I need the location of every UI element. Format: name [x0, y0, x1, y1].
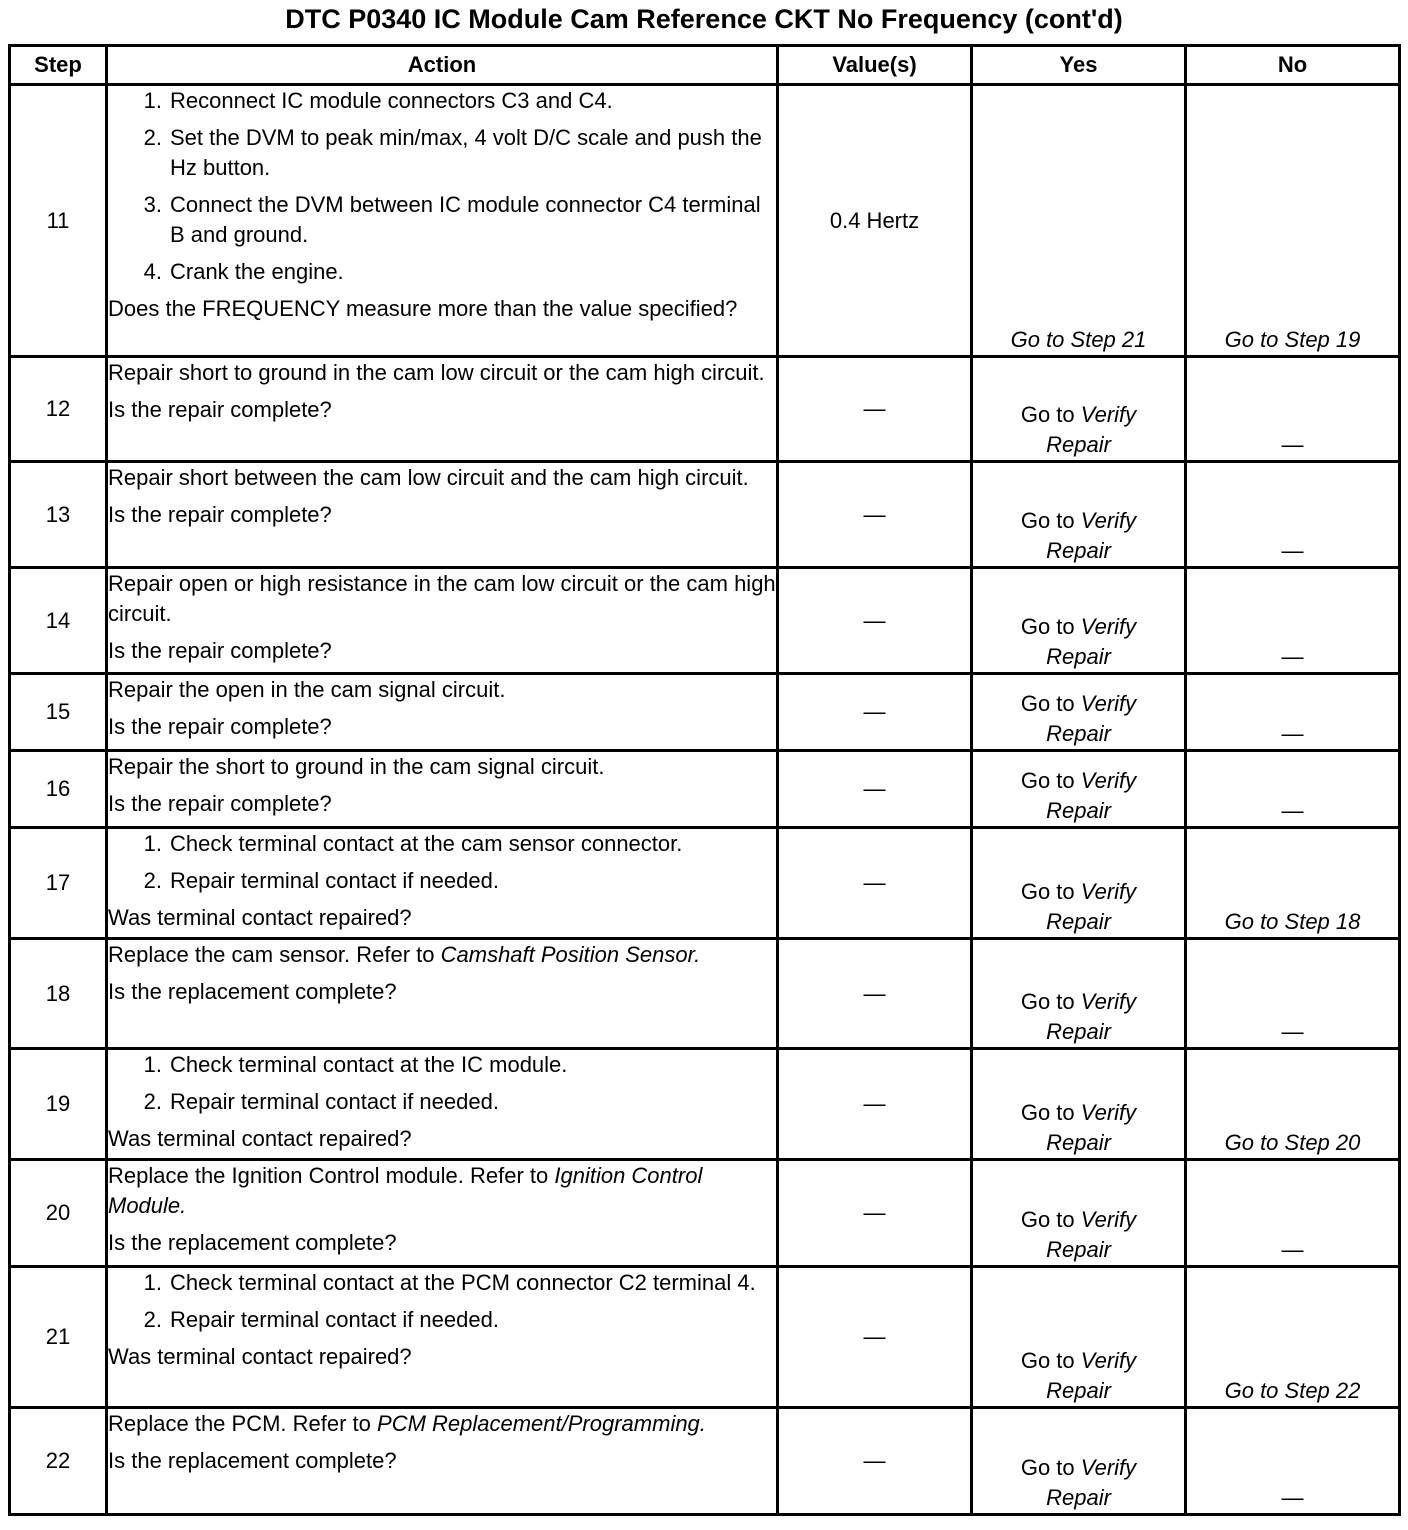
yes-repair-link: Repair — [1046, 1130, 1111, 1155]
value-dash: — — [863, 1448, 886, 1473]
yes-cell — [972, 674, 1186, 751]
step-number: 19 — [10, 1049, 107, 1160]
no-goto-step: Go to Step 22 — [1224, 1378, 1361, 1403]
action-step-text: Reconnect IC module connectors C3 and C4. — [170, 88, 613, 113]
action-step-text: Crank the engine. — [170, 259, 344, 284]
action-text-main: Replace the Ignition Control module. Refer to — [108, 1163, 555, 1188]
step-number: 22 — [10, 1408, 107, 1515]
value-cell — [778, 1160, 972, 1267]
diagnostic-table — [8, 44, 1401, 1516]
action-cell — [107, 828, 778, 939]
action-question: Is the repair complete? — [108, 397, 332, 422]
action-step-text: Check terminal contact at the IC module. — [170, 1052, 568, 1077]
yes-repair-link: Repair — [1046, 432, 1111, 457]
action-step-text: Repair terminal contact if needed. — [170, 868, 499, 893]
action-step-number: 2. — [143, 1307, 162, 1332]
action-step-text: Repair terminal contact if needed. — [170, 1307, 499, 1332]
yes-cell — [972, 85, 1186, 357]
action-reference: PCM Replacement/Programming. — [377, 1411, 706, 1436]
action-cell — [107, 751, 778, 828]
action-step-item — [108, 1268, 776, 1298]
action-cell — [107, 357, 778, 462]
action-reference: Camshaft Position Sensor. — [440, 942, 701, 967]
yes-repair-link: Repair — [1046, 1485, 1111, 1510]
value-cell — [778, 357, 972, 462]
header-no: No — [1186, 46, 1400, 85]
action-text — [108, 1161, 776, 1221]
value-text: 0.4 Hertz — [829, 207, 920, 233]
header-yes: Yes — [972, 46, 1186, 85]
yes-goto-prefix: Go to — [1020, 879, 1081, 904]
no-goto-step: Go to Step 19 — [1224, 327, 1361, 352]
value-cell — [778, 1408, 972, 1515]
action-step-number: 2. — [143, 868, 162, 893]
action-reference: Ignition Control Module. — [108, 1163, 703, 1218]
yes-goto-prefix: Go to — [1020, 1455, 1081, 1480]
value-cell — [778, 462, 972, 568]
table-row — [10, 357, 1400, 462]
value-dash: — — [863, 699, 886, 724]
action-cell — [107, 1267, 778, 1408]
table-row — [10, 674, 1400, 751]
value-dash: — — [863, 1200, 886, 1225]
step-number: 11 — [10, 85, 107, 357]
yes-cell — [972, 1408, 1186, 1515]
no-dash: — — [1281, 538, 1304, 563]
yes-goto-prefix: Go to — [1020, 1207, 1081, 1232]
action-text-main: Repair open or high resistance in the cam low circuit or the cam high circuit. — [108, 571, 776, 626]
action-step-item — [108, 1305, 776, 1335]
action-text — [108, 940, 776, 970]
no-dash: — — [1281, 1485, 1304, 1510]
yes-verify-link: Verify — [1080, 614, 1137, 639]
step-number: 12 — [10, 357, 107, 462]
action-steps — [108, 829, 776, 896]
action-steps — [108, 1050, 776, 1117]
yes-cell — [972, 828, 1186, 939]
action-question: Was terminal contact repaired? — [108, 1126, 412, 1151]
yes-repair-link: Repair — [1046, 538, 1111, 563]
no-cell — [1186, 1408, 1400, 1515]
value-dash: — — [863, 607, 886, 633]
value-dash: — — [863, 870, 886, 895]
yes-goto-step: Go to Step 21 — [1010, 327, 1147, 352]
action-text-main: Repair the open in the cam signal circuit. — [108, 677, 506, 702]
no-cell — [1186, 751, 1400, 828]
action-steps — [108, 86, 776, 287]
header-values: Value(s) — [778, 46, 972, 85]
table-row — [10, 751, 1400, 828]
yes-repair-link: Repair — [1046, 1019, 1111, 1044]
no-goto-step: Go to Step 20 — [1224, 1130, 1361, 1155]
no-goto-step: Go to Step 18 — [1224, 909, 1361, 934]
header-step: Step — [10, 46, 107, 85]
step-number: 20 — [10, 1160, 107, 1267]
page-title: DTC P0340 IC Module Cam Reference CKT No Frequency (cont'd) — [285, 4, 1123, 34]
action-step-item — [108, 829, 776, 859]
action-step-number: 1. — [143, 1052, 162, 1077]
value-cell — [778, 568, 972, 674]
step-number: 15 — [10, 674, 107, 751]
action-step-item — [108, 1050, 776, 1080]
action-question: Is the repair complete? — [108, 638, 332, 663]
table-header-row — [10, 46, 1400, 85]
action-cell — [107, 85, 778, 357]
yes-goto-prefix: Go to — [1020, 989, 1081, 1014]
yes-goto-prefix: Go to — [1020, 691, 1081, 716]
yes-verify-link: Verify — [1080, 691, 1137, 716]
step-number: 18 — [10, 939, 107, 1049]
action-steps — [108, 1268, 776, 1335]
yes-repair-link: Repair — [1046, 1237, 1111, 1262]
action-text — [108, 675, 776, 705]
yes-goto-prefix: Go to — [1020, 768, 1081, 793]
action-step-number: 2. — [143, 125, 162, 150]
action-step-number: 1. — [143, 1270, 162, 1295]
table-row — [10, 85, 1400, 357]
yes-cell — [972, 462, 1186, 568]
yes-verify-link: Verify — [1080, 1348, 1137, 1373]
action-step-item — [108, 190, 776, 250]
value-dash: — — [863, 1324, 886, 1349]
action-step-item — [108, 1087, 776, 1117]
action-step-item — [108, 86, 776, 116]
no-cell — [1186, 462, 1400, 568]
action-cell — [107, 939, 778, 1049]
table-row — [10, 462, 1400, 568]
table-row — [10, 828, 1400, 939]
action-step-text: Set the DVM to peak min/max, 4 volt D/C scale and push the Hz button. — [170, 125, 762, 180]
yes-repair-link: Repair — [1046, 644, 1111, 669]
step-number: 14 — [10, 568, 107, 674]
yes-goto-prefix: Go to — [1020, 402, 1081, 427]
step-number: 13 — [10, 462, 107, 568]
action-text — [108, 463, 776, 493]
step-number: 21 — [10, 1267, 107, 1408]
action-step-number: 1. — [143, 831, 162, 856]
step-number: 16 — [10, 751, 107, 828]
action-question: Is the repair complete? — [108, 502, 332, 527]
action-question: Is the replacement complete? — [108, 1448, 397, 1473]
no-cell — [1186, 674, 1400, 751]
yes-verify-link: Verify — [1080, 402, 1137, 427]
action-step-text: Check terminal contact at the PCM connector C2 terminal 4. — [170, 1270, 756, 1295]
action-step-item — [108, 123, 776, 183]
no-cell — [1186, 568, 1400, 674]
action-cell — [107, 1049, 778, 1160]
yes-cell — [972, 939, 1186, 1049]
action-step-number: 1. — [143, 88, 162, 113]
yes-verify-link: Verify — [1080, 879, 1137, 904]
action-cell — [107, 462, 778, 568]
action-text-main: Repair short between the cam low circuit and the cam high circuit. — [108, 465, 749, 490]
no-cell — [1186, 85, 1400, 357]
no-dash: — — [1281, 798, 1304, 823]
yes-goto-prefix: Go to — [1020, 1348, 1081, 1373]
value-cell — [778, 674, 972, 751]
yes-goto-prefix: Go to — [1020, 614, 1081, 639]
no-cell — [1186, 1049, 1400, 1160]
yes-goto-prefix: Go to — [1020, 1100, 1081, 1125]
action-text — [108, 358, 776, 388]
action-text-main: Replace the cam sensor. Refer to — [108, 942, 441, 967]
action-text-main: Repair short to ground in the cam low circuit or the cam high circuit. — [108, 360, 765, 385]
yes-cell — [972, 357, 1186, 462]
action-question: Does the FREQUENCY measure more than the value specified? — [108, 296, 738, 321]
action-step-text: Check terminal contact at the cam sensor connector. — [170, 831, 683, 856]
no-dash: — — [1281, 432, 1304, 457]
no-cell — [1186, 1160, 1400, 1267]
action-question: Was terminal contact repaired? — [108, 1344, 412, 1369]
action-step-item — [108, 866, 776, 896]
action-text — [108, 569, 776, 629]
yes-cell — [972, 1160, 1186, 1267]
table-row — [10, 939, 1400, 1049]
value-cell — [778, 939, 972, 1049]
no-dash: — — [1281, 1019, 1304, 1044]
no-dash: — — [1281, 721, 1304, 746]
action-step-text: Connect the DVM between IC module connector C4 terminal B and ground. — [170, 192, 761, 247]
yes-goto-prefix: Go to — [1020, 508, 1081, 533]
action-step-number: 3. — [143, 192, 162, 217]
table-row — [10, 1408, 1400, 1515]
table-row — [10, 1160, 1400, 1267]
action-cell — [107, 568, 778, 674]
action-question: Is the repair complete? — [108, 791, 332, 816]
no-cell — [1186, 1267, 1400, 1408]
action-question: Was terminal contact repaired? — [108, 905, 412, 930]
table-row — [10, 1267, 1400, 1408]
yes-verify-link: Verify — [1080, 989, 1137, 1014]
action-text — [108, 1409, 776, 1439]
yes-repair-link: Repair — [1046, 798, 1111, 823]
step-number: 17 — [10, 828, 107, 939]
no-cell — [1186, 357, 1400, 462]
action-question: Is the replacement complete? — [108, 979, 397, 1004]
no-cell — [1186, 939, 1400, 1049]
no-cell — [1186, 828, 1400, 939]
value-dash: — — [863, 1091, 886, 1116]
yes-verify-link: Verify — [1080, 1100, 1137, 1125]
value-dash: — — [863, 501, 886, 527]
yes-repair-link: Repair — [1046, 1378, 1111, 1403]
header-action: Action — [107, 46, 778, 85]
table-row — [10, 1049, 1400, 1160]
action-step-item — [108, 257, 776, 287]
yes-repair-link: Repair — [1046, 909, 1111, 934]
action-question: Is the replacement complete? — [108, 1230, 397, 1255]
value-cell — [778, 1049, 972, 1160]
action-step-text: Repair terminal contact if needed. — [170, 1089, 499, 1114]
action-step-number: 2. — [143, 1089, 162, 1114]
yes-verify-link: Verify — [1080, 1455, 1137, 1480]
action-cell — [107, 1160, 778, 1267]
yes-cell — [972, 751, 1186, 828]
yes-cell — [972, 1049, 1186, 1160]
action-cell — [107, 674, 778, 751]
yes-cell — [972, 1267, 1186, 1408]
action-text-main: Replace the PCM. Refer to — [108, 1411, 378, 1436]
value-dash: — — [863, 396, 886, 421]
action-cell — [107, 1408, 778, 1515]
table-row — [10, 568, 1400, 674]
yes-verify-link: Verify — [1080, 508, 1137, 533]
yes-verify-link: Verify — [1080, 1207, 1137, 1232]
no-dash: — — [1281, 1237, 1304, 1262]
no-dash: — — [1281, 644, 1304, 669]
value-dash: — — [863, 980, 886, 1006]
action-step-number: 4. — [143, 259, 162, 284]
action-question: Is the repair complete? — [108, 714, 332, 739]
yes-repair-link: Repair — [1046, 721, 1111, 746]
action-text — [108, 752, 776, 782]
value-cell — [778, 1267, 972, 1408]
value-dash: — — [863, 776, 886, 801]
value-cell — [778, 751, 972, 828]
yes-verify-link: Verify — [1080, 768, 1137, 793]
yes-cell — [972, 568, 1186, 674]
value-cell — [778, 828, 972, 939]
action-text-main: Repair the short to ground in the cam signal circuit. — [108, 754, 605, 779]
value-cell — [778, 85, 972, 357]
